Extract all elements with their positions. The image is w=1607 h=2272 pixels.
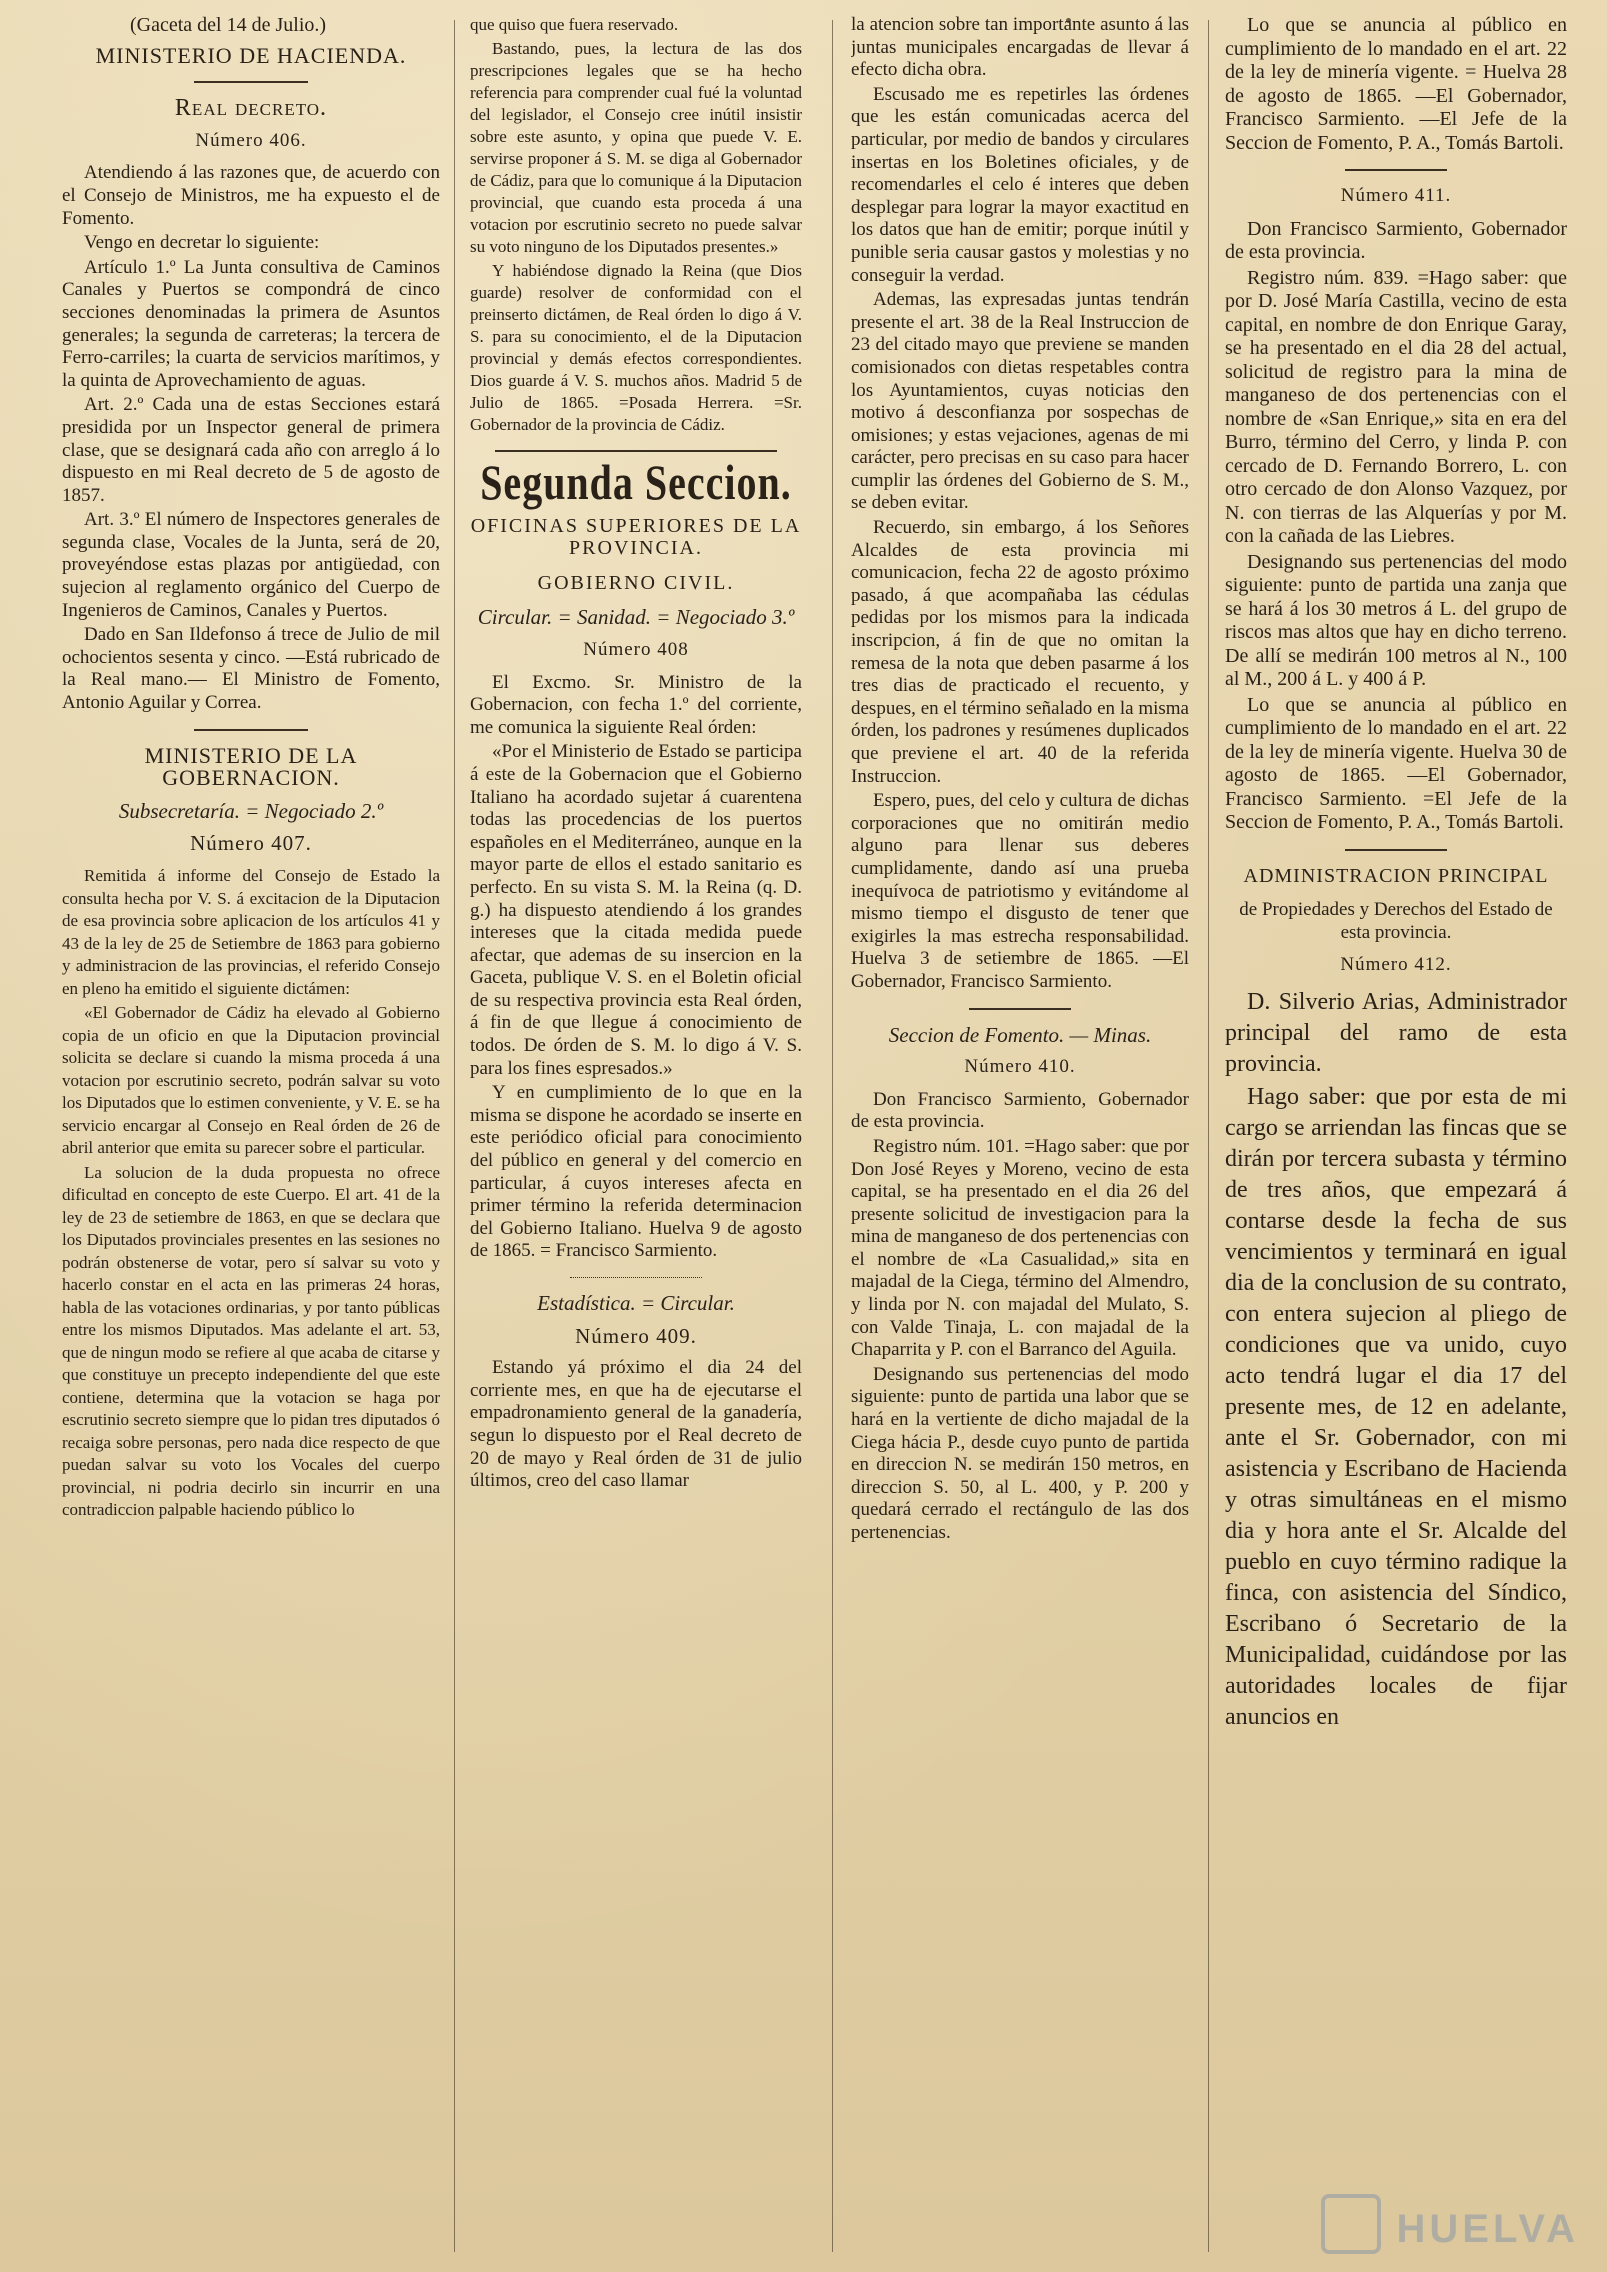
oficinas-heading: OFICINAS SUPERIORES DE LA PROVINCIA. (470, 514, 802, 560)
paragraph: Art. 3.º El número de Inspectores generales de segunda clase, Vocales de la Junta, será de 20, proveyéndose estas plazas por antigüedad, con sujecion al reglamento orgánico del Cuerpo de Ingenieros de Caminos, Canales y Puertos. (62, 509, 440, 621)
ministry-gobernacion-heading: MINISTERIO DE LA GOBERNACION. (144, 742, 358, 791)
section-title: Segunda Seccion. (480, 454, 792, 511)
archive-watermark: HUELVA (1396, 2207, 1579, 2251)
column-1 (62, 14, 440, 2252)
number-412: Número 412. (1340, 954, 1452, 976)
paragraph: que quiso que fuera reservado. (470, 15, 679, 34)
paragraph: Registro núm. 101. =Hago saber: que por Don José Reyes y Moreno, vecino de esta capital, se ha presentado en el dia 26 del presente solicitud de investigacion para la mina de manganeso de dos pertenencias con el nombre de «La Casualidad,» sita en majadal de la Ciega, término del Almendro, y linda por N. con majadal del Mulato, S. con Valde Tinaja, L. con majadal de la Chaparrita y P. con el Barranco del Aguila. (851, 1135, 1189, 1361)
number-410: Número 410. (964, 1056, 1076, 1078)
paragraph: Don Francisco Sarmiento, Gobernador de esta provincia. (851, 1088, 1189, 1133)
paragraph: Lo que se anuncia al público en cumplimiento de lo mandado en el art. 22 de la ley de minería vigente. Huelva 30 de agosto de 1865. —El Gobernador, Francisco Sarmiento. =El Jefe de la Seccion de Fomento, P. A., Tomás Bartoli. (1225, 693, 1567, 834)
number-411: Número 411. (1340, 185, 1452, 206)
column-rule (832, 20, 833, 2252)
circular-heading: Circular. = Sanidad. = Negociado 3.º (477, 605, 795, 630)
paragraph: Estando yá próximo el dia 24 del corriente mes, en que ha de ejecutarse el empadronamiento general de la ganadería, segun lo dispuesto por el Real decreto de 20 de mayo y Real órden de 31 de julio últimos, creo del caso llamar (470, 1357, 802, 1492)
divider (570, 1277, 703, 1278)
subsecretaria-heading: Subsecretaría. = Negociado 2.º (118, 798, 384, 823)
decree-heading: Real decreto. (174, 95, 328, 122)
paragraph: Designando sus pertenencias del modo siguiente: punto de partida una zanja que se hará á los 30 metros á L. del grupo de riscos mas altos que hay en dicho terreno. De allí se medirán 100 metros al N., 100 al M., 200 á L. y 400 á P. (1225, 550, 1567, 691)
administracion-heading: ADMINISTRACION PRINCIPAL (1243, 864, 1549, 887)
paragraph: La solucion de la duda propuesta no ofrece dificultad en concepto de este Cuerpo. El art. 41 de la ley de 23 de setiembre de 1863, en que se declara que los Diputados provinciales presentes en las sesiones no podrán obstenerse de votar, pero sí salvar su voto y hacerlo constar en el acta en las primeras 24 horas, habla de las votaciones ordinarias, y por tanto públicas entre los mismos Diputados. Mas adelante el art. 53, que de ningun modo se refiere al que acaba de citarse y que constituye un precepto independiente del que este contiene, determina que la votacion se haga por escrutinio secreto siempre que lo pidan tres diputados ó recaiga sobre personas, pero nada dice respecto de que puedan salvar su voto los Vocales del cuerpo provincial, ni podria decirlo sin incurrir en una contradiccion palpable haciendo público lo (62, 1162, 440, 1519)
paragraph: Registro núm. 839. =Hago saber: que por D. José María Castilla, vecino de esta capital, en nombre de don Enrique Garay, se ha presentado en el dia 28 del actual, solicitud de registro para la mina de manganeso de dos pertenencias con el nombre de «San Enrique,» sita en era del Burro, término del Cerro, y linda P. con cercado de D. Fernando Borrero, L. con otro cercado de don Alonso Vazquez, por N. con tierras de las Alquerías y por M. con la cañada de las Liebres. (1225, 266, 1567, 548)
paragraph: Recuerdo, sin embargo, á los Señores Alcaldes de esta provincia mi comunicacion, fecha 22 de agosto próximo pasado, á que acompañaba las cédulas pedidas por los mismos para la indicada inscripcion, á fin de que no omitan la remesa de la nota que deben pasarme á los tres dias de practicado el recuento, y despues, en el término señalado en la misma órden, los padrones y resúmenes duplicados que previene el art. 40 de la referida Instruccion. (851, 517, 1189, 787)
paragraph: Artículo 1.º La Junta consultiva de Caminos Canales y Puertos se compondrá de cinco secciones denominadas la primera de Asuntos generales; la segunda de carreteras; la tercera de Ferro-carriles; la cuarta de servicios marítimos, y la quinta de Aprovechamiento de aguas. (62, 256, 440, 391)
paragraph: Lo que se anuncia al público en cumplimiento de lo mandado en el art. 22 de la ley de minería vigente. = Huelva 28 de agosto de 1865. —El Gobernador, Francisco Sarmiento. —El Jefe de la Seccion de Fomento, P. A., Tomás Bartoli. (1225, 14, 1567, 154)
column-2 (470, 14, 802, 2252)
divider (194, 729, 307, 731)
column-3 (851, 14, 1189, 2252)
number-407: Número 407. (190, 831, 312, 856)
column-rule (454, 20, 455, 2252)
paragraph: Y habiéndose dignado la Reina (que Dios guarde) resolver de conformidad con el preinserto dictámen, de Real órden lo digo á V. S. para su conocimiento, el de la Diputacion provincial y demás efectos correspondientes. Dios guarde á V. S. muchos años. Madrid 5 de Julio de 1865. =Posada Herrera. =Sr. Gobernador de la provincia de Cádiz. (470, 261, 802, 434)
paragraph: Designando sus pertenencias del modo siguiente: punto de partida una labor que se hará en la vertiente de dicho majadal de la Ciega hácia P., desde cuyo punto de partida en direccion N. se medirán 150 metros, en direccion S. 50, al L. 400, y P. 200 y quedará cerrado el rectángulo de las dos pertenencias. (851, 1363, 1189, 1543)
paragraph: Espero, pues, del celo y cultura de dichas corporaciones que no omitirán medio alguno para llenar sus deberes cumplidamente, dando así una prueba inequívoca de patriotismo y evitándome al mismo tiempo el disgusto de tener que exigirles la mas estrecha responsabilidad. Huelva 3 de setiembre de 1865. —El Gobernador, Francisco Sarmiento. (851, 790, 1189, 992)
paragraph: la atencion sobre tan importante asunto á las juntas municipales encargadas de llevar á efecto dicha obra. (851, 14, 1189, 81)
gobierno-civil-heading: GOBIERNO CIVIL. (537, 571, 735, 594)
paragraph: Remitida á informe del Consejo de Estado la consulta hecha por V. S. á excitacion de la Diputacion de esa provincia sobre aplicacion de los artículos 41 y 43 de la ley de 25 de Setiembre de 1863 para gobierno y administracion de las provincias, el referido Consejo en pleno ha emitido el siguiente dictámen: (62, 866, 440, 998)
column-rule (1208, 20, 1209, 2252)
paragraph: «Por el Ministerio de Estado se participa á este de la Gobernacion que el Gobierno Italiano ha acordado sujetar á cuarentena todas las procedencias de los puertos españoles en el Mediterráneo, aunque en la mayor parte de ellos el estado sanitario es perfecto. En su vista S. M. la Reina (q. D. g.) ha dispuesto atendiendo á los grandes intereses que la citada medida puede afectar, que ademas de su insercion en la Gaceta, publique V. S. en el Boletin oficial de su respectiva provincia esta Real órden, á fin de que llegue á conocimiento de todos. De órden de S. M. lo digo á V. S. para los fines espresados.» (470, 741, 802, 1079)
paragraph: D. Silverio Arias, Administrador principal del ramo de esta provincia. (1225, 988, 1567, 1077)
divider (495, 450, 777, 452)
number-408: Número 408 (583, 638, 689, 660)
paragraph: Ademas, las expresadas juntas tendrán presente el art. 38 de la Real Instruccion de 23 del citado mayo que previene se manden comisionados con dietas respetables contra los Ayuntamientos, cuyas noticias den motivo á desconfianza por sospechas de omisiones; y estas vejaciones, agenas de mi carácter, pero precisas en su caso para hacer cumplir las órdenes del Gobierno de S. M., se deben evitar. (851, 289, 1189, 514)
divider (1345, 849, 1448, 851)
paragraph: Art. 2.º Cada una de estas Secciones estará presidida por un Inspector general de primera clase, que se designará cada año con arreglo á lo dispuesto en mi Real decreto de 5 de agosto de 1857. (62, 394, 440, 506)
paragraph: Atendiendo á las razones que, de acuerdo con el Consejo de Ministros, me ha expuesto el de Fomento. (62, 162, 440, 229)
paragraph: Escusado me es repetirles las órdenes que les están comunicadas acerca del particular, por medio de bandos y circulares insertas en los Boletines oficiales, y de recomendarles el celo é interes que deben desplegar para lograr la mayor exactitud en los datos que han de emitir; porque inútil y punible seria causar gastos y molestias y no conseguir la verdad. (851, 83, 1189, 286)
paragraph: «El Gobernador de Cádiz ha elevado al Gobierno copia de un oficio en que la Diputacion provincial solicita se declare si cuando la misma proceda á una votacion por escrutinio secreto, podrán salvar su voto los Diputados que lo estimen conveniente, y V. E. se ha servicio encargar al Consejo en Real órden de 26 de abril anterior que emita su parecer sobre el particular. (62, 1003, 440, 1157)
large-type-block (1225, 987, 1567, 1733)
archive-seal-icon (1321, 2194, 1381, 2254)
paragraph: Y en cumplimiento de lo que en la misma se dispone he acordado se inserte en este periódico oficial para conocimiento del público en general y del comercio en particular, á cuyos intereses afecta en primer término la referida determinacion del Gobierno Italiano. Huelva 9 de agosto de 1865. = Francisco Sarmiento. (470, 1082, 802, 1262)
ministry-heading: MINISTERIO DE HACIENDA. (95, 42, 407, 68)
divider (1345, 169, 1448, 171)
paragraph: Hago saber: que por esta de mi cargo se arriendan las fincas que se dirán por tercera subasta y término de tres años, que empezará á contarse desde la fecha de sus vencimientos y terminará en igual dia de la conclusion de su contrato, con entera sujecion al pliego de condiciones que va unido, cuyo acto tendrá lugar el dia 17 del presente mes, de 12 en adelante, ante el Sr. Gobernador, con mi asistencia y Escribano de Hacienda y otras simultáneas en el mismo dia y hora ante el Sr. Alcalde del pueblo en cuyo término radique la finca, con asistencia del Síndico, Escribano ó Secretario de la Municipalidad, cuidándose por las autoridades locales de fijar anuncios en (1225, 1083, 1567, 1730)
paragraph: Bastando, pues, la lectura de las dos prescripciones legales que se ha hecho referencia para comprender cual fué la voluntad del legislador, el Consejo cree inútil insistir sobre este asunto, y opina que puede V. E. servirse proponer á S. M. se diga al Gobernador de Cádiz, para que lo comunique á la Diputacion provincial, que cuando esta proceda á una votacion por escrutinio secreto no puede salvar su voto ninguno de los Diputados presentes.» (470, 39, 802, 256)
gazette-date: (Gaceta del 14 de Julio.) (130, 14, 327, 36)
administracion-subheading: de Propiedades y Derechos del Estado de esta provincia. (1239, 899, 1553, 943)
number-406: Número 406. (195, 129, 307, 151)
paragraph: Vengo en decretar lo siguiente: (84, 232, 320, 254)
divider (969, 1008, 1070, 1010)
divider (194, 81, 307, 83)
paragraph: Don Francisco Sarmiento, Gobernador de esta provincia. (1225, 217, 1567, 264)
number-409: Número 409. (575, 1323, 697, 1348)
paragraph: Dado en San Ildefonso á trece de Julio de mil ochocientos sesenta y cinco. —Está rubricado de la Real mano.— El Ministro de Fomento, Antonio Aguilar y Correa. (62, 624, 440, 714)
fomento-heading: Seccion de Fomento. — Minas. (888, 1022, 1152, 1047)
column-4 (1225, 14, 1567, 2252)
paragraph: El Excmo. Sr. Ministro de la Gobernacion, con fecha 1.º del corriente, me comunica la siguiente Real órden: (470, 671, 802, 738)
estadistica-heading: Estadística. = Circular. (537, 1291, 735, 1315)
